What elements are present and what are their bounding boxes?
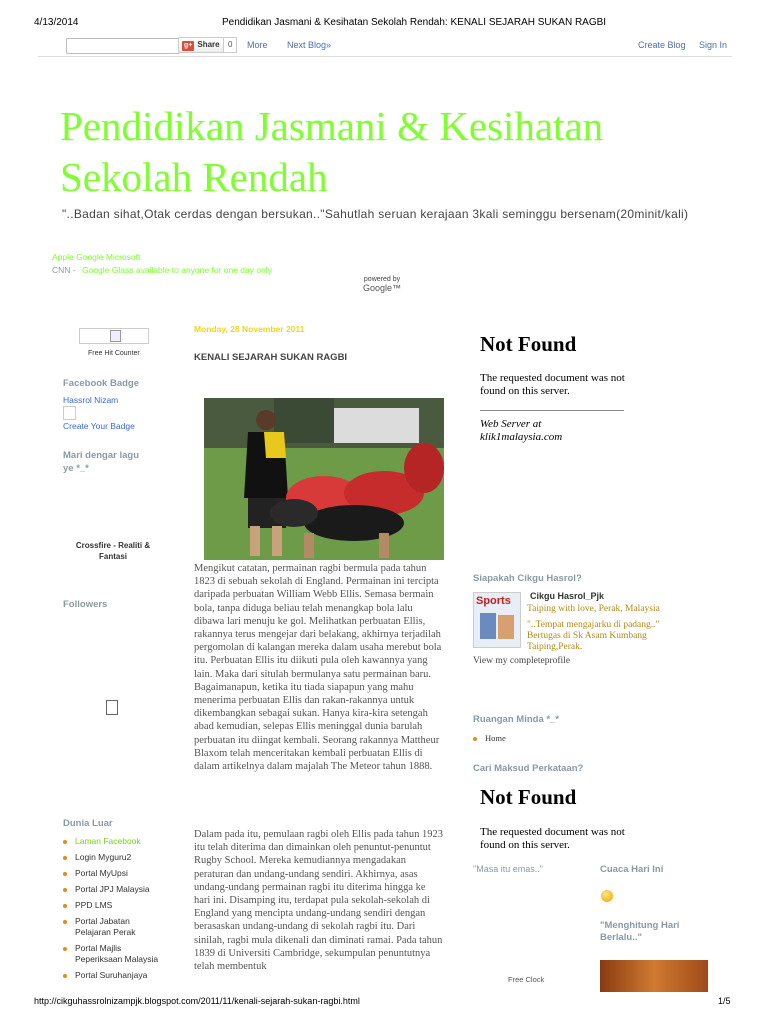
hit-counter-image <box>79 328 149 344</box>
facebook-badge-image <box>63 406 76 420</box>
list-item[interactable]: Laman Facebook <box>63 836 163 846</box>
countdown-image <box>600 960 708 992</box>
facebook-badge-heading: Facebook Badge <box>63 378 140 389</box>
blogger-navbar <box>38 36 732 57</box>
notfound-divider <box>480 410 624 411</box>
list-item[interactable]: Portal Jabatan Pelajaran Perak <box>63 916 163 937</box>
profile-heading: Siapakah Cikgu Hasrol? <box>473 573 582 584</box>
dunia-luar-heading: Dunia Luar <box>63 818 113 829</box>
free-clock-link[interactable]: Free Clock <box>508 975 545 984</box>
profile-photo-label: Sports <box>476 595 511 607</box>
ruangan-list <box>473 733 506 749</box>
crossfire-title[interactable] <box>63 540 163 562</box>
broken-file-icon <box>106 700 118 715</box>
music-heading-line2: ye *_* <box>63 463 89 474</box>
server-signature <box>480 418 562 444</box>
sun-icon <box>601 890 613 902</box>
blog-description: "..Badan sihat,Otak cerdas dengan bersukan.."Sahutlah seruan kerajaan 3kali seminggu bersenam(20minit/kali) <box>62 207 689 221</box>
list-item[interactable]: Portal Majlis Peperiksaan Malaysia <box>63 943 163 964</box>
notfound2-text: The requested document was not found on this server. <box>480 826 625 851</box>
google-logo: Google™ <box>363 283 402 293</box>
notfound2-title: Not Found <box>480 785 577 809</box>
print-title: Pendidikan Jasmani & Kesihatan Sekolah Rendah: KENALI SEJARAH SUKAN RAGBI <box>222 17 607 28</box>
navbar-search-input[interactable] <box>66 38 180 54</box>
music-heading <box>63 449 139 475</box>
post-paragraph-1: Mengikut catatan, permainan ragbi bermula pada tahun 1823 di sebuah sekolah di England. Permainan ini tercipta daripada perbuatan William Webb Ellis. Semasa bermain bola, tanpa diduga beliau telah menangkap bola lalu dibawa lari menuju ke gol. Melihatkan perbuatan Ellis, rakannya terus mengejar dari belakang, akhirnya terjadilah pergomolan di kalangan mereka dalam usaha merebut bola itu. Perbuatan Ellis itu diikuti pula oleh kawannya yang lain. Maka dari situlah bermulanya satu permainan baru. Bagaimanapun, ketika itu tiada siapapun yang mahu menerima perbuatan Ellis dan rakan-rakannya untuk dikembangkan sebagai sukan. Hanya kira-kira setengah abad kemudian, selepas Ellis meninggal dunia barulah perbuatan itu diingat kembali. Seorang rakannya Mattheur Blaxom telah menceritakan kembali perbuatan Ellis di dalam artikelnya dalam majalah The Meteor tahun 1888. <box>194 563 442 773</box>
google-plus-icon: g+ <box>184 42 193 49</box>
blog-title-line1: Pendidikan Jasmani & Kesihatan <box>60 103 604 149</box>
create-badge-link[interactable]: Create Your Badge <box>63 421 135 431</box>
share-label: Share <box>197 40 220 49</box>
ticker-row2 <box>52 265 272 275</box>
more-link[interactable]: More <box>247 40 268 50</box>
profile-quote-line2: Bertugas di Sk Asam Kumbang <box>527 631 647 641</box>
crossfire-line1: Crossfire - Realiti & <box>75 541 151 550</box>
cuaca-heading: Cuaca Hari Ini <box>600 864 664 875</box>
view-profile-link[interactable]: View my completeprofile <box>473 656 571 666</box>
dunia-luar-list <box>63 836 163 986</box>
cari-heading: Cari Maksud Perkataan? <box>473 763 584 774</box>
menghitung-line2: Berlalu.." <box>600 932 642 943</box>
followers-heading: Followers <box>63 599 108 610</box>
page-url: http://cikguhassrolnizampjk.blogspot.com/2011/11/kenali-sejarah-sukan-ragbi.html <box>34 996 360 1006</box>
crossfire-line2: Fantasi <box>98 552 127 561</box>
post-title[interactable]: KENALI SEJARAH SUKAN RAGBI <box>194 352 348 363</box>
print-date: 4/13/2014 <box>34 17 79 28</box>
sign-in-link[interactable]: Sign In <box>699 40 728 50</box>
notfound-title: Not Found <box>480 332 577 356</box>
ticker-row1[interactable]: Apple Google Microsoft <box>52 252 141 262</box>
ruangan-heading: Ruangan Minda *_* <box>473 714 560 725</box>
profile-photo[interactable] <box>473 592 521 648</box>
powered-by-google <box>363 276 401 293</box>
music-heading-line1: Mari dengar lagu <box>63 450 140 461</box>
list-item[interactable]: Portal JPJ Malaysia <box>63 884 163 894</box>
server-line1: Web Server at <box>480 418 542 430</box>
list-item[interactable]: Portal Suruhanjaya <box>63 970 163 980</box>
blog-title-line2: Sekolah Rendah <box>60 154 328 200</box>
create-blog-link[interactable]: Create Blog <box>638 40 686 50</box>
menghitung-heading <box>600 920 679 944</box>
share-button[interactable] <box>178 37 224 53</box>
page-number: 1/5 <box>718 996 731 1006</box>
home-link[interactable]: Home <box>473 733 506 743</box>
profile-location: Taiping with love, Perak, Malaysia <box>527 604 660 614</box>
server-line2: klik1malaysia.com <box>480 431 563 443</box>
profile-quote-line3: Taiping,Perak. <box>527 642 583 652</box>
hit-counter-link[interactable]: Free Hit Counter <box>88 350 140 357</box>
ticker-headline[interactable]: Google Glass available to anyone for one day only <box>81 265 272 275</box>
list-item[interactable]: Login Myguru2 <box>63 852 163 862</box>
post-paragraph-2: Dalam pada itu, pemulaan ragbi oleh Ellis pada tahun 1923 itu telah diterima dan dimainkan oleh penuntut-penuntut Rugby School. Mereka kemudiannya mengadakan peraturan dan undang-undang sendiri. Akhirnya, asas undang-undang permainan ragbi itu diterima hingga ke hari ini. Disamping itu, terdapat pula sekolah-sekolah di England yang mencipta undang-undang sendiri dengan berasaskan undang-undang di sekolah ragbi itu. Dari sinilah, ragbi mula dikenali dan diminati ramai. Pada tahun 1839 di Universiti Cambridge, sekumpulan penuntutnya telah membentuk <box>194 829 444 973</box>
next-blog-link[interactable]: Next Blog» <box>287 40 332 50</box>
menghitung-line1: "Menghitung Hari <box>600 920 680 931</box>
rugby-photo <box>204 398 444 560</box>
masa-heading: "Masa itu emas.." <box>473 864 543 874</box>
ticker-source: CNN - <box>52 265 76 275</box>
profile-name: Cikgu Hasrol_Pjk <box>530 591 605 601</box>
broken-image-icon <box>110 330 121 342</box>
profile-quote <box>527 620 659 653</box>
blog-title[interactable] <box>60 101 710 203</box>
list-item[interactable]: Portal MyUpsi <box>63 868 163 878</box>
powered-label: powered by <box>363 276 401 283</box>
facebook-name-link[interactable]: Hassrol Nizam <box>63 395 119 405</box>
post-date: Monday, 28 November 2011 <box>194 324 305 334</box>
share-count: 0 <box>223 37 237 53</box>
list-item[interactable]: PPD LMS <box>63 900 163 910</box>
profile-quote-line1: "..Tempat mengajarku di padang.." <box>527 620 660 630</box>
notfound-text: The requested document was not found on this server. <box>480 372 625 397</box>
